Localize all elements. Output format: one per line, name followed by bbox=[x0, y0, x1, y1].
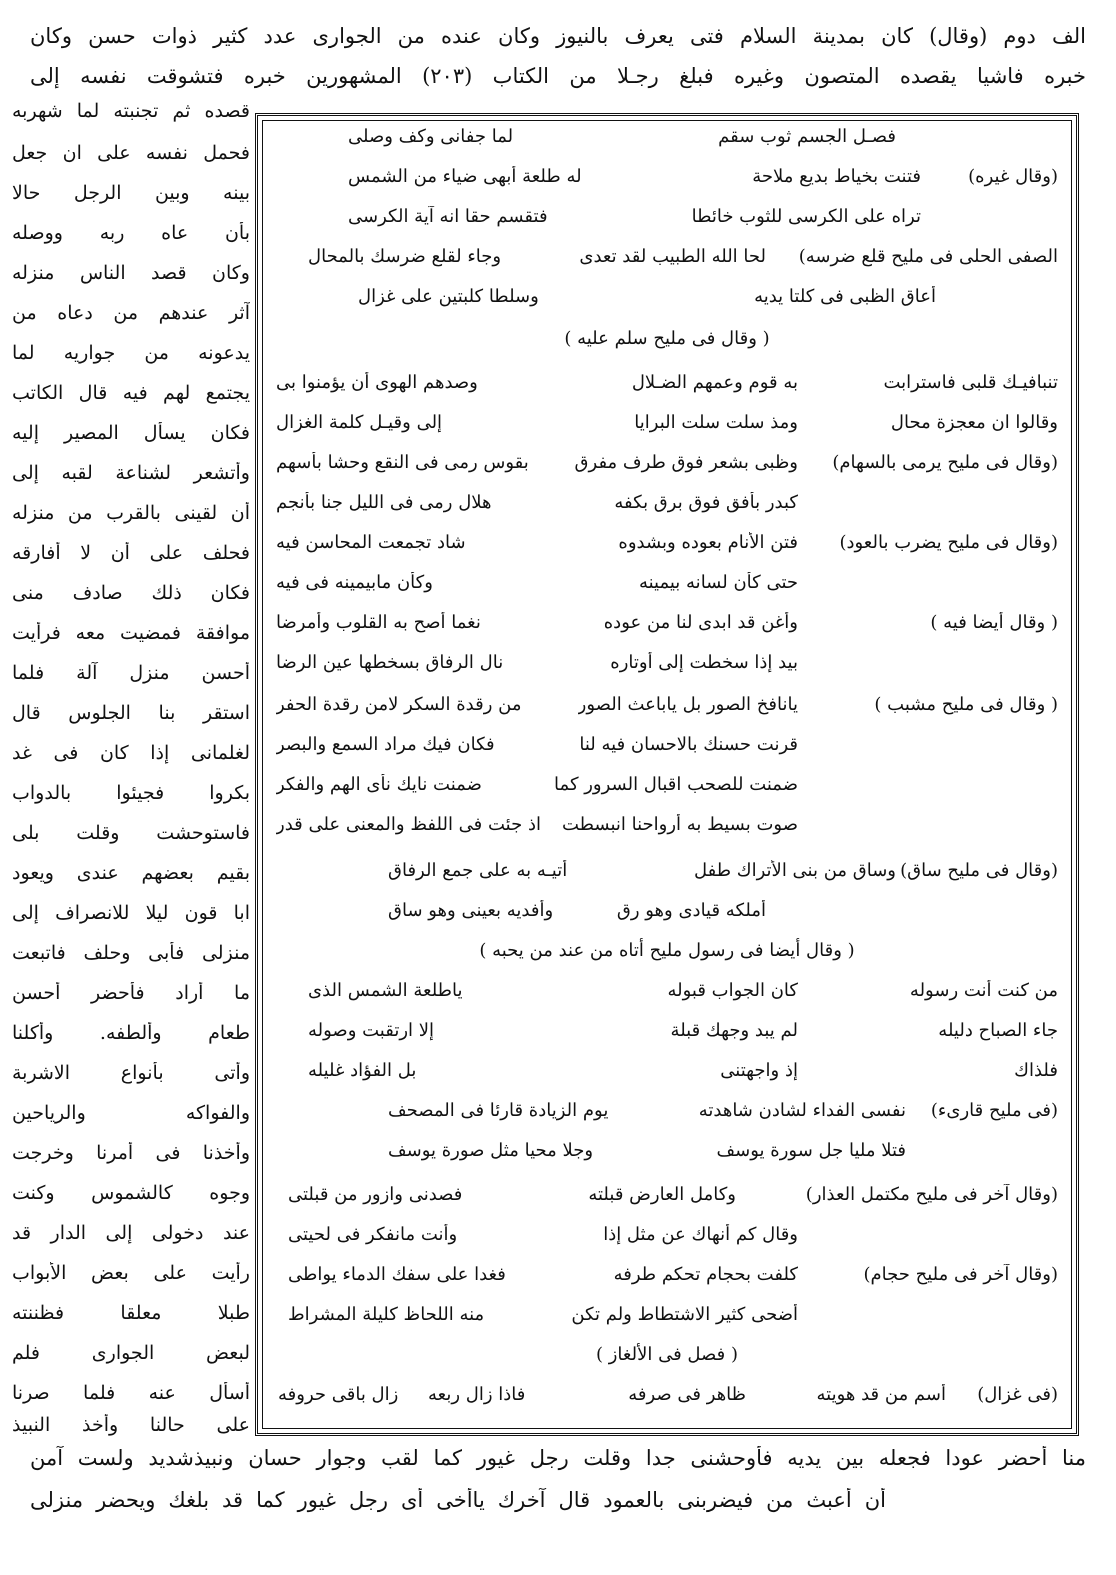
verse-row bbox=[268, 286, 1066, 318]
bottom-text-line-1: منا أحضر عودا فجعله بين يديه فأوحشنى جدا وقلت رجل غيور كما لقب وجوار حسان ونبيذشديد ولست آمن bbox=[30, 1446, 1086, 1470]
verse-hemistich: هلال رمى فى الليل جنا بأنجم bbox=[276, 492, 492, 513]
verse-hemistich: أعاق الظبى فى كلتا يديه bbox=[754, 286, 936, 307]
verse-hemistich: فتن الأنام بعوده وبشدوه bbox=[618, 532, 798, 553]
verse-hemistich: إلا ارتقبت وصوله bbox=[308, 1020, 435, 1041]
verse-hemistich: وساق من بنى الأتراك طفل bbox=[693, 860, 896, 881]
verse-hemistich: فتلا مليا جل سورة يوسف bbox=[716, 1140, 906, 1161]
side-column-line: يدعونه من جواريه لما bbox=[12, 342, 250, 364]
verse-row bbox=[268, 1224, 1066, 1256]
side-column-line: أحسن منزل آلة فلما bbox=[12, 662, 250, 684]
verse-hemistich: فاذا زال ربعه bbox=[428, 1384, 526, 1405]
verse-hemistich: إذ واجهتنى bbox=[720, 1060, 798, 1081]
verse-label: الصفى الحلى فى مليح قلع ضرسه) bbox=[798, 246, 1058, 267]
verse-label: ( وقال أيضا فيه ) bbox=[930, 612, 1058, 633]
verse-hemistich: وسلطا كلبتين على غزال bbox=[358, 286, 539, 307]
side-column-line: طبلا معلقا فظننته bbox=[12, 1302, 250, 1324]
verse-row bbox=[268, 412, 1066, 448]
verse-hemistich: يانافخ الصور بل ياباعث الصور bbox=[577, 694, 798, 715]
verse-row bbox=[268, 900, 1066, 932]
verse-hemistich: زال باقى حروفه bbox=[278, 1384, 399, 1405]
verse-hemistich: فكان فيك مراد السمع والبصر bbox=[276, 734, 495, 755]
verse-hemistich: اذ جئت فى اللفظ والمعنى على قدر bbox=[276, 814, 541, 835]
verse-row bbox=[268, 1264, 1066, 1296]
side-column-line: لبعض الجوارى فلم bbox=[12, 1342, 250, 1364]
verse-hemistich: لحا الله الطبيب لقد تعدى bbox=[579, 246, 766, 267]
verse-hemistich: أتيـه به على جمع الرفاق bbox=[388, 860, 568, 881]
section-heading: ( وقال فى مليح سلم عليه ) bbox=[564, 328, 770, 349]
side-column-line: وأتشعر لشناعة لقبه إلى bbox=[12, 462, 250, 484]
side-column-line: عند دخولى إلى الدار قد bbox=[12, 1222, 250, 1244]
verse-hemistich: بيد إذا سخطت إلى أوتاره bbox=[610, 652, 798, 673]
side-column-line: يجتمع لهم فيه قال الكاتب bbox=[12, 382, 250, 404]
verse-hemistich: وجلا محيا مثل صورة يوسف bbox=[388, 1140, 594, 1161]
side-column-line: طعام وألطفه. وأكلنا bbox=[12, 1022, 250, 1044]
side-column-line: أن لقينى بالقرب من منزله bbox=[12, 502, 250, 524]
verse-row bbox=[268, 694, 1066, 730]
verse-row bbox=[268, 860, 1066, 892]
bottom-text-line-2: أن أعبث من فيضربنى بالعمود قال آخرك ياأخى أى رجل غيور كما قد بلغك ويحضر منزلى bbox=[30, 1488, 886, 1512]
side-column-line: رأيت على بعض الأبواب bbox=[12, 1262, 250, 1284]
verse-hemistich: إلى وقيـل كلمة الغزال bbox=[276, 412, 443, 433]
side-column-line: فحلف على أن لا أفارقه bbox=[12, 542, 250, 564]
verse-hemistich: بقوس رمى فى النقع وحشا بأسهم bbox=[276, 452, 529, 473]
verse-row bbox=[268, 814, 1066, 850]
verse-hemistich: به قوم وعمهم الضـلال bbox=[631, 372, 798, 393]
verse-hemistich: وقال كم أنهاك عن مثل إذا bbox=[603, 1224, 798, 1245]
verse-hemistich: تنبافيـك قلبى فاسترابت bbox=[883, 372, 1058, 393]
verse-label: (وقال فى مليح ساق) bbox=[900, 860, 1058, 881]
verse-hemistich: نال الرفاق بسخطها عين الرضا bbox=[276, 652, 504, 673]
verse-row bbox=[268, 246, 1066, 278]
side-column-line: بأن عاه ربه ووصله bbox=[12, 222, 250, 244]
verse-hemistich: ظاهر فى صرفه bbox=[628, 1384, 746, 1405]
verse-row bbox=[268, 1384, 1066, 1416]
verse-hemistich: فلذاك bbox=[1014, 1060, 1058, 1081]
side-column-line: منزلى فأبى وحلف فاتبعت bbox=[12, 942, 250, 964]
verse-hemistich: ومذ سلت سلت البرايا bbox=[634, 412, 798, 433]
verse-row bbox=[268, 980, 1066, 1016]
verse-row bbox=[268, 1020, 1066, 1056]
verse-row bbox=[268, 1184, 1066, 1216]
verse-row bbox=[268, 652, 1066, 688]
verse-hemistich: حتى كأن لسانه بيمينه bbox=[638, 572, 798, 593]
verse-hemistich: منه اللحاظ كليلة المشراط bbox=[288, 1304, 485, 1325]
side-column-line: وكان قصد الناس منزله bbox=[12, 262, 250, 284]
side-column-line: والفواكه والرياحين bbox=[12, 1102, 250, 1124]
verse-hemistich: نغما أصح به القلوب وأمرضا bbox=[276, 612, 481, 633]
verse-hemistich: قرنت حسنك بالاحسان فيه لنا bbox=[579, 734, 798, 755]
verse-hemistich: أملكه قيادى وهو رق bbox=[616, 900, 766, 921]
side-column-line: وأخذنا فى أمرنا وخرجت bbox=[12, 1142, 250, 1164]
verse-row bbox=[268, 1304, 1066, 1336]
verse-row bbox=[268, 492, 1066, 528]
verse-hemistich: بل الفؤاد غليله bbox=[308, 1060, 417, 1081]
verse-row bbox=[268, 1140, 1066, 1172]
top-text-line-2: خبره فاشيا يقصده المتصون وغيره فبلغ رجـلا من الكتاب (٢٠٣) المشهورين خبره فتشوقت نفسه إلى bbox=[30, 64, 1086, 88]
verse-row bbox=[268, 452, 1066, 488]
verse-hemistich: فتقسم حقا انه آية الكرسى bbox=[348, 206, 548, 227]
side-column-line: قصده ثم تجنبته لما شهربه bbox=[12, 100, 250, 122]
verse-hemistich: من رقدة السكر لامن رقدة الحفر bbox=[276, 694, 522, 715]
side-column-line: بينه وبين الرجل حالا bbox=[12, 182, 250, 204]
verse-hemistich: وكأن مابيمينه فى فيه bbox=[276, 572, 433, 593]
side-column-line: ابا قون ليلا للانصراف إلى bbox=[12, 902, 250, 924]
verse-row bbox=[268, 206, 1066, 238]
verse-hemistich: نفسى الفداء لشادن شاهدته bbox=[698, 1100, 906, 1121]
verse-label: (وقال آخر فى مليح مكتمل العذار) bbox=[805, 1184, 1058, 1205]
verse-hemistich: تراه على الكرسى للثوب خائطا bbox=[691, 206, 921, 227]
side-column-line: لغلمانى إذا كان فى غد bbox=[12, 742, 250, 764]
side-column-line: استقر بنا الجلوس قال bbox=[12, 702, 250, 724]
verse-hemistich: وصدهم الهوى أن يؤمنوا بى bbox=[276, 372, 478, 393]
verse-row bbox=[268, 774, 1066, 810]
verse-hemistich: لم يبد وجهك قبلة bbox=[670, 1020, 798, 1041]
side-column-line: بقيم بعضهم عندى ويعود bbox=[12, 862, 250, 884]
verse-hemistich: وجاء لقلع ضرسك بالمحال bbox=[308, 246, 502, 267]
verse-hemistich: كان الجواب قبوله bbox=[667, 980, 798, 1001]
verse-row bbox=[268, 1100, 1066, 1132]
verse-hemistich: وأنت مانفكر فى لحيتى bbox=[288, 1224, 458, 1245]
section-heading: ( وقال أيضا فى رسول مليح أتاه من عند من يحبه ) bbox=[479, 940, 855, 961]
verse-hemistich: كلفت بحجام تحكم طرفه bbox=[613, 1264, 798, 1285]
verse-row bbox=[268, 612, 1066, 648]
verse-label: ( وقال فى مليح مشبب ) bbox=[874, 694, 1058, 715]
verse-hemistich: كبدر بأفق فوق برق بكفه bbox=[614, 492, 798, 513]
side-column-line: فاستوحشت وقلت بلى bbox=[12, 822, 250, 844]
side-column-line: فكان ذلك صادف منى bbox=[12, 582, 250, 604]
verse-label: (وقال غيره) bbox=[968, 166, 1058, 187]
verse-hemistich: شاد تجمعت المحاسن فيه bbox=[276, 532, 466, 553]
verse-row bbox=[268, 734, 1066, 770]
side-column-line: فكان يسأل المصير إليه bbox=[12, 422, 250, 444]
verse-label: (فى مليح قارىء) bbox=[930, 1100, 1058, 1121]
verse-row bbox=[268, 126, 1066, 158]
verse-hemistich: فغدا على سفك الدماء يواطى bbox=[288, 1264, 506, 1285]
side-column-line: أسأل عنه فلما صرنا bbox=[12, 1382, 250, 1404]
side-column-line: على حالنا وأخذ النبيذ bbox=[12, 1414, 250, 1436]
verse-hemistich: ضمنت للصحب اقبال السرور كما bbox=[554, 774, 798, 795]
side-column-line: وأتى بأنواع الاشربة bbox=[12, 1062, 250, 1084]
verse-row bbox=[268, 166, 1066, 198]
side-column-line: موافقة فمضيت معه فرأيت bbox=[12, 622, 250, 644]
verse-hemistich: فصـل الجسم ثوب سقم bbox=[718, 126, 896, 147]
verse-hemistich: أسم من قد هويته bbox=[816, 1384, 946, 1405]
side-column-line: آثر عندهم من دعاه من bbox=[12, 302, 250, 324]
verse-hemistich: لما جفانى وكف وصلى bbox=[348, 126, 514, 147]
verse-hemistich: ياطلعة الشمس الذى bbox=[308, 980, 463, 1001]
verse-row bbox=[268, 1060, 1066, 1096]
top-text-line-1: الف دوم (وقال) كان بمدينة السلام فتى يعرف بالنيوز وكان عنده من الجوارى عدد كثير ذوات حسن وكان bbox=[30, 24, 1086, 48]
verse-row bbox=[268, 572, 1066, 608]
verse-hemistich: من كنت أنت رسوله bbox=[909, 980, 1058, 1001]
verse-hemistich: وظبى بشعر فوق طرف مفرق bbox=[574, 452, 798, 473]
side-column-line: وجوه كالشموس وكنت bbox=[12, 1182, 250, 1204]
side-column-line: ما أراد فأحضر أحسن bbox=[12, 982, 250, 1004]
verse-label: (وقال فى مليح يضرب بالعود) bbox=[839, 532, 1058, 553]
verse-hemistich: فصدنى وازور من قبلتى bbox=[288, 1184, 463, 1205]
verse-hemistich: ضمنت نايك نأى الهم والفكر bbox=[276, 774, 482, 795]
verse-hemistich: صوت بسيط به أرواحنا انبسطت bbox=[561, 814, 798, 835]
verse-label: (وقال آخر فى مليح حجام) bbox=[863, 1264, 1058, 1285]
verse-label: (وقال فى مليح يرمى بالسهام) bbox=[832, 452, 1058, 473]
verse-hemistich: وكامل العارض قبلته bbox=[588, 1184, 736, 1205]
verse-hemistich: وأفديه بعينى وهو ساق bbox=[388, 900, 554, 921]
verse-hemistich: أضحى كثير الاشتطاط ولم تكن bbox=[571, 1304, 798, 1325]
verse-label: (فى غزال) bbox=[977, 1384, 1058, 1405]
section-heading: ( فصل فى الألغاز ) bbox=[596, 1344, 738, 1365]
verse-hemistich: فتنت بخياط بديع ملاحة bbox=[752, 166, 921, 187]
verse-row bbox=[268, 532, 1066, 568]
side-column-line: بكروا فجيئوا بالدواب bbox=[12, 782, 250, 804]
verse-hemistich: يوم الزيادة قارئا فى المصحف bbox=[388, 1100, 609, 1121]
verse-hemistich: وقالوا ان معجزة محال bbox=[890, 412, 1058, 433]
side-column-line: فحمل نفسه على ان جعل bbox=[12, 142, 250, 164]
verse-hemistich: له طلعة أبهى ضياء من الشمس bbox=[348, 166, 582, 187]
verse-hemistich: وأغن قد ابدى لنا من عوده bbox=[603, 612, 798, 633]
verse-hemistich: جاء الصباح دليله bbox=[938, 1020, 1058, 1041]
verse-row bbox=[268, 372, 1066, 408]
